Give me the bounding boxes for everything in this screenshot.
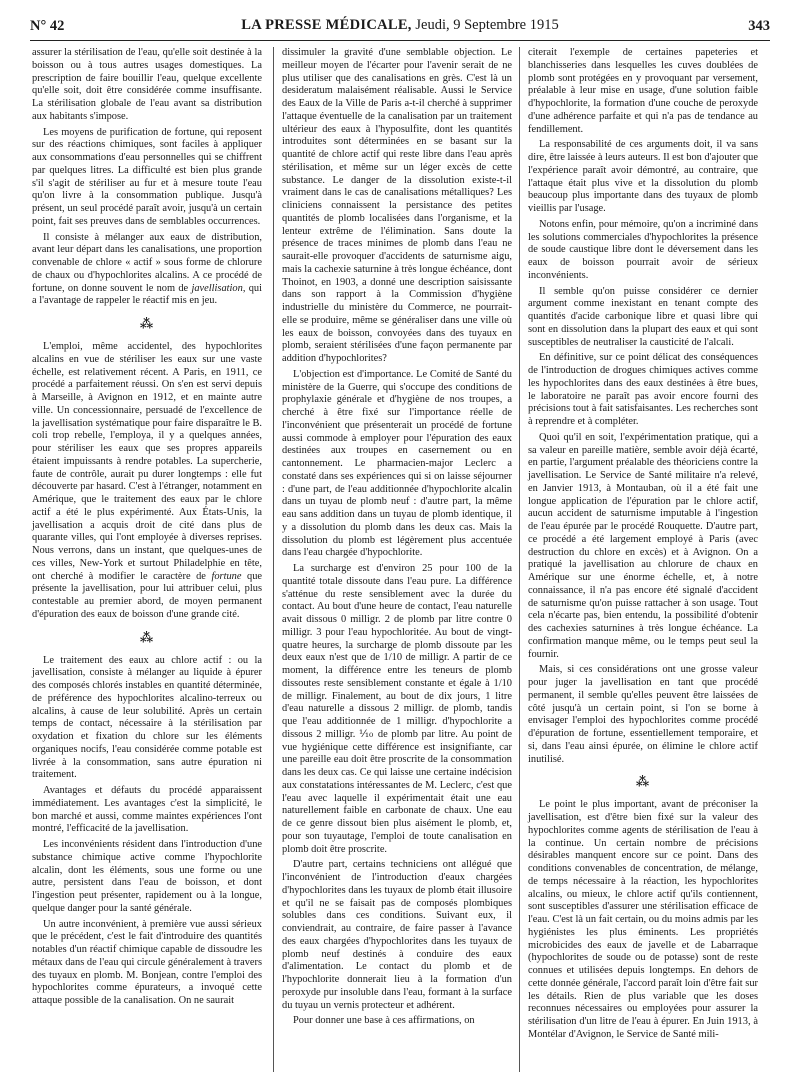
paragraph: Le traitement des eaux au chlore actif : ou la javellisation, consiste à mélanger au liquide à épurer des composés chlorés instables en quantité déterminée, de préférence des hypochlorites alcalino-terreux ou alcalins, à cause de leur solubilité. Après un certain temps de contact, nécessaire à la stérilisation par oxydation et fixation du chlore sur les éléments organiques nocifs, l'eau considérée comme potable est livrée à la consommation, sans autre épuration ni traitement. (32, 654, 262, 781)
paragraph (32, 341, 262, 622)
section-asterism: ⁂ (139, 316, 155, 331)
paragraph: Les inconvénients résident dans l'introduction d'une substance chimique active comme l'hypochlorite alcalin, dont les éléments, sous une forme ou une autre, persistent dans l'eau de boisson, et dont l'ingestion peut présenter, rapidement ou à la longue, quelque danger pour la santé générale. (32, 839, 262, 914)
issue-date: Jeudi, 9 Septembre 1915 (415, 17, 559, 33)
header-rule (30, 40, 770, 41)
paragraph (32, 232, 262, 309)
italic-term: fortune (211, 570, 242, 582)
column-3 (528, 47, 758, 1045)
paragraph: Pour donner une base à ces affirmations, on (293, 1015, 475, 1027)
text-run: L'emploi, même accidentel, des hypochlorites alcalins en vue de stériliser les eaux sur une vaste échelle, est relativement récent. A Paris, en 1911, ce procédé a parfaitement réussi. On s'en est servi depuis à Marseille, à Avignon en 1912, et en mainte autre ville. Un concessionnaire, persuadé de l'excellence de la javellisation systématique pour faire disparaître le B. coli trop rebelle, l'employa, il y a quelques années, pour stériliser les eaux que ses propres appareils étaient impuissants à rendre potables. La supercherie, faute de contrôle, aurait pu durer longtemps : elle fut découverte par hasard. C'est à l'étranger, notamment en Amérique, que le traitement des eaux par le chlore actif a été le plus expérimenté. Aux États-Unis, la javellisation a acquis droit de cité dans plus de quarante villes, qui l'ont employée à diverses reprises. Nous verrons, dans un instant, que quelques-unes de ces villes, New-York et surtout Philadelphie en tête, ont cherché à modifier le caractère de (32, 341, 262, 582)
paragraph: La responsabilité de ces arguments doit, il va sans dire, être laissée à leurs auteurs. Il est bon d'ajouter que l'expérience paraît avoir démontré, au contraire, que l'attaque était plus vive et la dissolution du plomb beaucoup plus importante dans des tuyaux de plomb vieillis par l'usage. (528, 139, 758, 214)
paragraph: La surcharge est d'environ 25 pour 100 de la quantité totale dissoute dans l'eau pure. La différence s'atténue du reste sensiblement avec la durée du contact. Au bout d'une heure de contact, l'eau naturelle avait dissous 0 milligr. 2 de plomb par litre contre 0 milligr. 3 pour l'eau hypochloritée. Au bout de vingt-quatre heures, la surcharge de plomb dissoute par les deux eaux n'est que de 1/10 de milligr. A partir de ce moment, la différence entre les teneurs de plomb dissoutes reste sensiblement constante et égale à 1/10 de milligr. Finalement, au bout de dix jours, 1 litre d'eau naturelle a dissous 2 milligr. de plomb, tandis que l'eau additionnée de 1 milligr. d'hypochlorite a dissous 2 milligr. ⅒ de plomb par litre. Au point de vue hygiénique cette différence est insignifiante, car une pareille eau doit être proscrite de la consommation dans les deux cas. Ce qui laisse une certaine indécision aux constatations intéressantes de M. Leclerc, c'est que l'eau avec laquelle il expérimentait était une eau naturellement faible en carbonate de chaux. Une eau de ce genre dissout bien plus aisément le plomb, et, pour son tuyautage, l'emploi de toute canalisation en plomb doit être proscrite. (282, 563, 512, 855)
paragraph: En définitive, sur ce point délicat des conséquences de l'introduction de drogues chimiques actives comme les hypochlorites dans des eaux destinées à être bues, le laboratoire ne paraît pas avoir encore fourni des précisions tout à fait satisfaisantes. Les recherches sont à reprendre et à compléter. (528, 352, 758, 427)
paragraph: Un autre inconvénient, à première vue aussi sérieux que le précédent, c'est le fait d'introduire des quantités notables d'un réactif chimique capable de dissoudre les métaux dans de l'eau qui circule généralement à travers des tuyaux en plomb. M. Bonjean, contre l'emploi des hypochlorites comme épurateurs, a invoqué cette attaque possible de la canalisation. On ne saurait (32, 918, 262, 1006)
paragraph: dissimuler la gravité d'une semblable objection. Le meilleur moyen de l'écarter pour l'avenir serait de ne plus utiliser que des canalisations en grès. C'est là un desideratum malaisément réalisable. Aussi le Service des Eaux de la Ville de Paris a-t-il cherché à supprimer l'attaque éventuelle de la canalisation par un traitement ultérieur des eaux à l'hyposulfite, dont les quantités introduites sont déterminées en se basant sur la quantité de chlore actif qui reste libre dans l'eau après stérilisation, et même sur un léger excès de cette substance. Le danger de la dissolution existe-t-il vraiment dans le cas de canalisations métalliques? Les cliniciens connaissent la persistance des petites quantités de plomb localisées dans l'organisme, et la lenteur extrême de l'élimination. Sans doute la présence de traces minimes de plomb dans l'eau ne saurait-elle provoquer d'accidents de saturnisme aigu, mais la cachexie saturnine à très longue échéance, dont Thoinot, en 1903, a donné une description saisissante dans son rapport à la Commission d'hygiène industrielle du ministère du Commerce, ne pourrait-elle se produire, même se généraliser dans une ville où les eaux de boisson, convoyées dans des tuyaux en plomb, seraient stérilisées d'une façon permanente par addition d'hypochlorites? (282, 47, 512, 364)
paragraph: Le point le plus important, avant de préconiser la javellisation, est d'être bien fixé sur la valeur des hypochlorites comme agents de stérilisation de l'eau à la continue. Un certain nombre de précisions désirables manquent encore sur ce point. Dans des conditions convenables de concentration, de mélange, de temps nécessaire à la réaction, les hypochlorites alcalins, ou mieux, le chlore actif qu'ils contiennent, sont susceptibles d'assurer une stérilisation efficace de l'eau. C'est là un fait certain, ou du moins admis par les hygiénistes les plus éminents. Les propriétés microbicides des eaux de javelle et de Labarraque (hypochlorites de soude ou de potasse) sont de reste connues et utilisées depuis longtemps. En dehors de cette donnée générale, l'accord paraît loin d'être fait sur les détails. Rien de plus variable que les doses reconnues nécessaires ou employées pour assurer la stérilisation d'un litre de l'eau à épurer. En Juin 1913, à Montélar d'Avignon, le Service de Santé mili- (528, 799, 758, 1040)
paragraph: D'autre part, certains techniciens ont allégué que l'inconvénient de l'introduction d'eaux chargées d'hypochlorites dans les tuyaux de plomb était illusoire et qu'il ne se faisait pas de composés plombiques solubles dans ces conditions. Suivant eux, il conviendrait, au contraire, de faire passer à l'avance des eaux chargées d'hypochlorites dans les tuyaux de plomb neuf destinés à conduire des eaux d'alimentation. Le contact du plomb et de l'hypochlorite donnerait lieu à la formation d'un peroxyde pur insoluble dans l'eau, formant à la surface du tuyau un vernis protecteur et adhérent. (282, 859, 512, 1011)
paragraph: Il semble qu'on puisse considérer ce dernier argument comme inexistant en tenant compte des quantités d'acide carbonique libre et quasi libre qui sont en dissolution dans la plupart des eaux et qui sont susceptibles de neutraliser la causticité de l'alcali. (528, 285, 758, 348)
section-asterism: ⁂ (139, 629, 155, 645)
publication-name: LA PRESSE MÉDICALE, (241, 17, 412, 33)
column-separator (519, 47, 520, 1072)
running-title (30, 17, 770, 34)
paragraph: L'objection est d'importance. Le Comité de Santé du ministère de la Guerre, qui s'occupe des conditions de prophylaxie générale et d'hygiène de nos troupes, a cherché à être fixé sur l'importance réelle de l'inconvénient que présenterait un procédé de fortune aussi commode à employer pour l'épuration des eaux destinées aux troupes en casernement ou en cantonnement. Le pharmacien-major Leclerc a constaté dans ses expériences qui si on laisse séjourner : d'une part, de l'eau additionnée d'hypochlorite alcalin dans un tuyau de plomb neuf : d'autre part, la même eau sans addition dans un tuyau de plomb identique, il y a dissolution du plomb dans les deux cas. Mais la dissolution du plomb est légèrement plus accentuée dans l'eau chargée d'hypochlorite. (282, 368, 512, 559)
paragraph: Avantages et défauts du procédé apparaissent immédiatement. Les avantages c'est la simplicité, le bon marché et aussi, comme maintes expériences l'ont montré, l'efficacité de la javellisation. (32, 785, 262, 835)
paragraph: citerait l'exemple de certaines papeteries et blanchisseries dans lesquelles les cuves doublées de plomb sont protégées en y provoquant par versement, préalable à leur mise en usage, d'une solution faible d'hypochlorite, la formation d'une couche de peroxyde d'une adhérence parfaite et qui n'a pas de tendance au fendillement. (528, 47, 758, 135)
paragraph: Les moyens de purification de fortune, qui reposent sur des réactions chimiques, sont faciles à appliquer aux consommations d'eau personnelles qui se chiffrent par quelques litres. La difficulté est bien plus grande s'il s'agit de stériliser au fur et à mesure toute l'eau qu'on livre à la consommation publique. Jusqu'à présent, un seul procédé paraît avoir, jusqu'à un certain point, fait ses preuves dans de semblables occurrences. (32, 126, 262, 227)
page-header (30, 14, 770, 36)
italic-term: javellisation (191, 282, 243, 294)
paragraph: Mais, si ces considérations ont une grosse valeur pour juger la javellisation en tant que procédé permanent, il semble qu'elles peuvent être laissées de côté jusqu'à un certain point, si l'on se borne à envisager l'emploi des hypochlorites comme procédé d'épuration de fortune, essentiellement temporaire, et si, dans l'eau ainsi épurée, on élimine le chlore actif inutilisé. (528, 664, 758, 765)
text-run: , qui a l'avantage de rappeler le réactif mis en jeu. (32, 282, 262, 307)
page-number: 343 (748, 18, 770, 34)
column-1 (32, 47, 262, 1011)
section-asterism: ⁂ (635, 774, 651, 790)
paragraph: Notons enfin, pour mémoire, qu'on a incriminé dans les solutions commerciales d'hypochlorites la présence de soude caustique libre dont le déversement dans les eaux de boisson pourrait avoir de sérieux inconvénients. (528, 218, 758, 281)
text-run: que présente la javellisation, pour lui attribuer celui, plus contestable au premier abord, de moyen permanent d'épuration des eaux de boisson d'une grande cité. (32, 570, 262, 620)
paragraph: Quoi qu'il en soit, l'expérimentation pratique, qui a sa valeur en pareille matière, semble avoir déjà écarté, en partie, l'argument préalable des théoriciens contre la javellisation. Le Service de Santé militaire n'a relevé, en Janvier 1913, à Montauban, où il a été fait une longue application de l'épuration par le chlore actif, aucun accident de saturnisme imputable à l'ingestion de l'eau épurée par le procédé Rouquette. D'autre part, ce procédé a été largement employé à Paris (avec destruction du chlore en excès) et à Avignon. On a pratiqué la javellisation au chlorure de chaux en Amérique sur une énorme échelle, et, à notre connaissance, il n'a pas encore été signalé d'accident de saturnisme qu'on puisse rattacher à son usage. Tout cela n'écarte pas, bien entendu, la possibilité d'obtenir des cachexies saturnines à très longue échéance. La confirmation manque même, ou le temps peut seul la fournir. (528, 431, 758, 660)
text-run: Il consiste à mélanger aux eaux de distribution, avant leur départ dans les canalisations, une proportion convenable de chlore « actif » sous forme de chlorure de chaux ou d'hypochlorites alcalins. A ce procédé de fortune, on donne souvent le nom de (32, 231, 262, 294)
issue-number: N° 42 (30, 18, 65, 34)
column-separator (273, 47, 274, 1072)
column-2 (282, 47, 512, 1031)
paragraph: assurer la stérilisation de l'eau, qu'elle soit destinée à la boisson ou à tous autres usages domestiques. La prescription de faire bouillir l'eau, quelque excellente qu'elle soit, doit être considérée comme insuffisante. La stérilisation globale de l'eau avant sa distribution aux habitants s'impose. (32, 47, 262, 122)
